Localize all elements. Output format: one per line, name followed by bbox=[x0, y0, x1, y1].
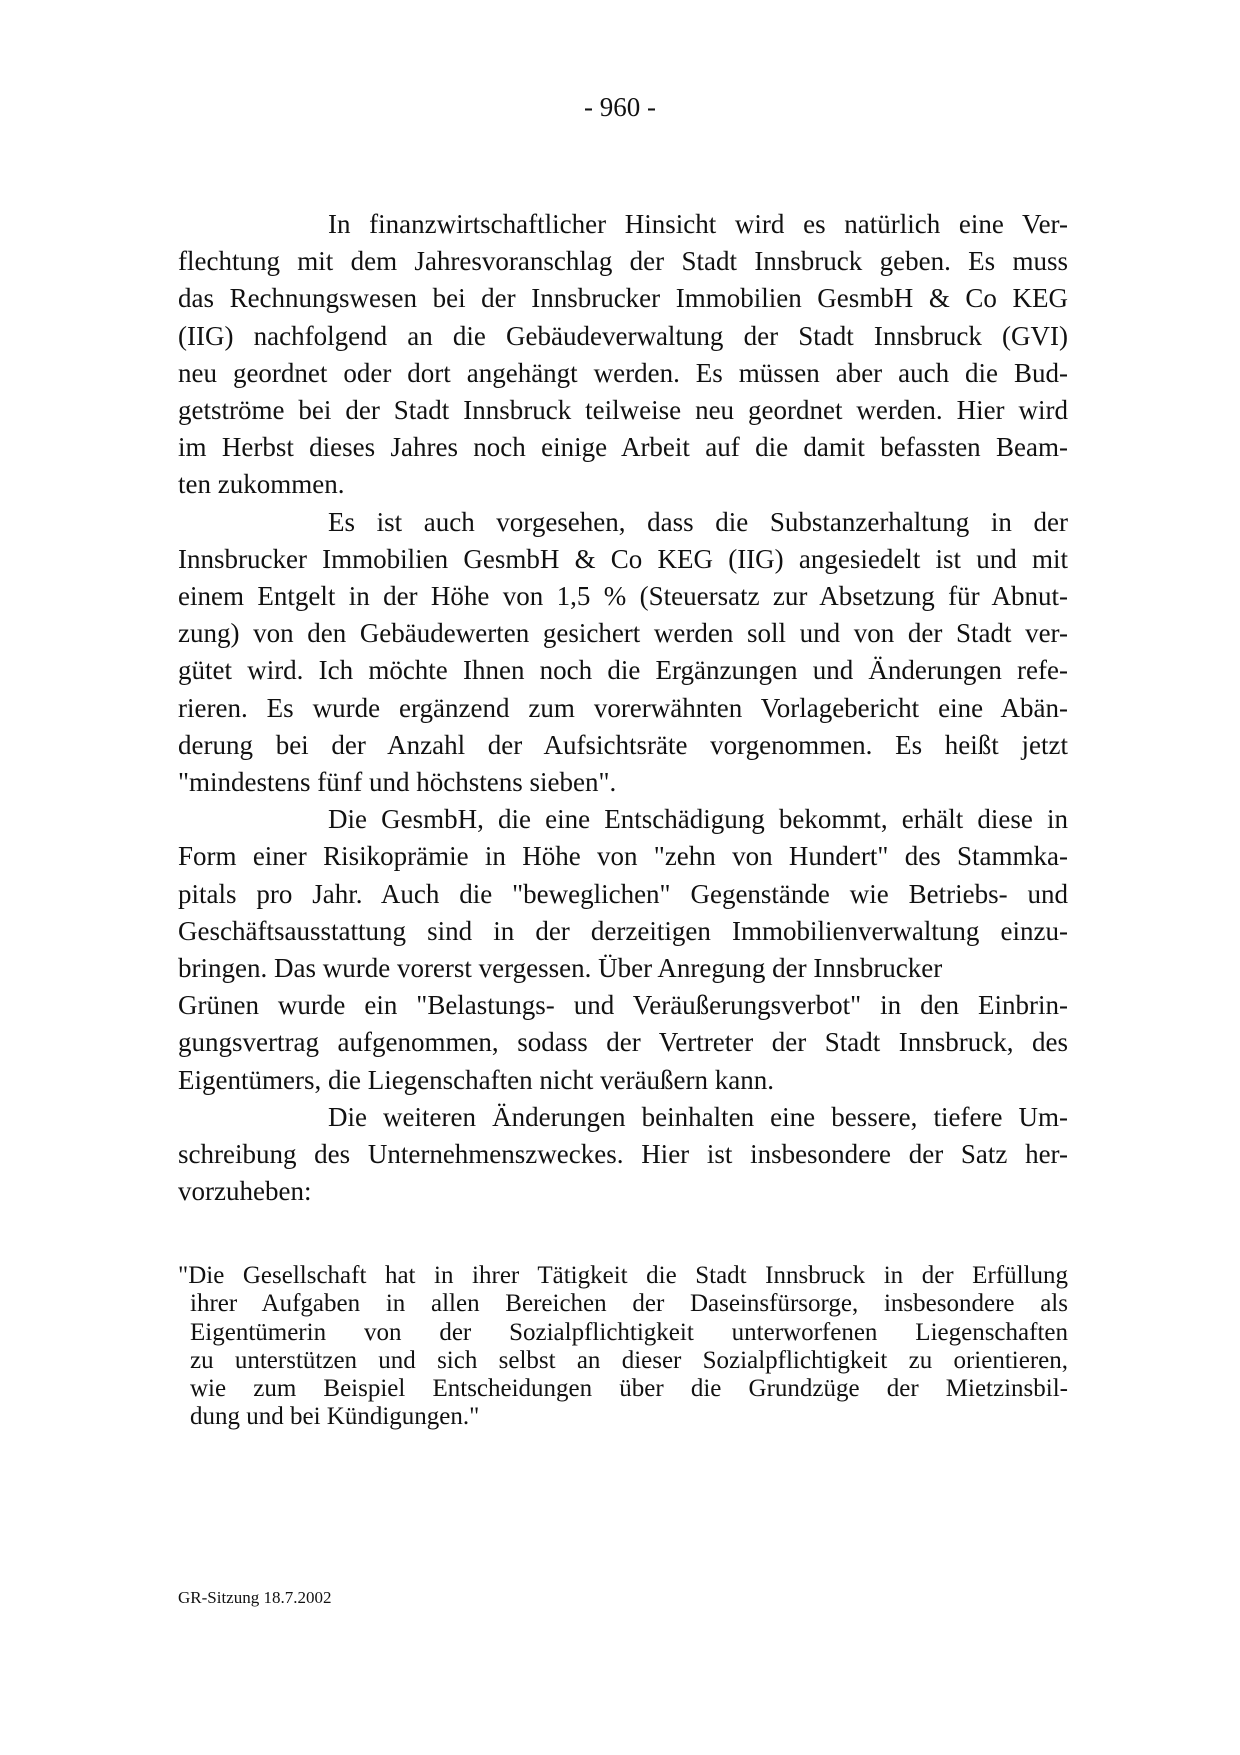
text-line: In finanzwirtschaftlicher Hinsicht wird es natürlich eine Ver- bbox=[328, 209, 1068, 239]
quote-line: dung und bei Kündigungen." bbox=[190, 1403, 480, 1431]
document-body bbox=[178, 206, 1068, 1210]
text-line: derung bei der Anzahl der Aufsichtsräte vorgenommen. Es heißt jetzt bbox=[178, 729, 1068, 760]
text-line: einem Entgelt in der Höhe von 1,5 % (Steuersatz zur Absetzung für Abnut- bbox=[178, 581, 1068, 612]
text-line: neu geordnet oder dort angehängt werden. Es müssen aber auch die Bud- bbox=[178, 357, 1068, 388]
text-line: Die GesmbH, die eine Entschädigung bekommt, erhält diese in bbox=[328, 804, 1068, 835]
text-line: Geschäftsausstattung sind in der derzeitigen Immobilienverwaltung einzu- bbox=[178, 915, 1068, 946]
text-line: schreibung des Unternehmenszweckes. Hier ist insbesondere der Satz her- bbox=[178, 1139, 1068, 1170]
text-line: Innsbrucker Immobilien GesmbH & Co KEG (IIG) angesiedelt ist und mit bbox=[178, 543, 1068, 574]
text-line: Form einer Risikoprämie in Höhe von "zehn von Hundert" des Stammka- bbox=[178, 841, 1068, 872]
text-line: gütet wird. Ich möchte Ihnen noch die Ergänzungen und Änderungen refe- bbox=[178, 655, 1068, 686]
text-line: "mindestens fünf und höchstens sieben". bbox=[178, 767, 617, 798]
text-line: im Herbst dieses Jahres noch einige Arbeit auf die damit befassten Beam- bbox=[178, 432, 1068, 463]
text-line: Es ist auch vorgesehen, dass die Substanzerhaltung in der bbox=[328, 506, 1068, 537]
text-line: das Rechnungswesen bei der Innsbrucker Immobilien GesmbH & Co KEG bbox=[178, 283, 1068, 314]
quote-line: wie zum Beispiel Entscheidungen über die Grundzüge der Mietzinsbil- bbox=[190, 1375, 1068, 1403]
text-line: flechtung mit dem Jahresvoranschlag der Stadt Innsbruck geben. Es muss bbox=[178, 246, 1068, 277]
text-line: getströme bei der Stadt Innsbruck teilweise neu geordnet werden. Hier wird bbox=[178, 395, 1068, 426]
text-line: Grünen wurde ein "Belastungs- und Veräußerungsverbot" in den Einbrin- bbox=[178, 990, 1068, 1021]
text-line: Die weiteren Änderungen beinhalten eine bessere, tiefere Um- bbox=[328, 1101, 1068, 1132]
quote-line: ihrer Aufgaben in allen Bereichen der Daseinsfürsorge, insbesondere als bbox=[190, 1290, 1068, 1318]
block-quote bbox=[178, 1262, 1068, 1432]
text-line: bringen. Das wurde vorerst vergessen. Über Anregung der Innsbrucker bbox=[178, 953, 943, 984]
text-line: rieren. Es wurde ergänzend zum vorerwähnten Vorlagebericht eine Abän- bbox=[178, 692, 1068, 723]
text-line: ten zukommen. bbox=[178, 469, 345, 500]
paragraph-2 bbox=[178, 504, 1068, 802]
quote-line: Eigentümerin von der Sozialpflichtigkeit unterworfenen Liegenschaften bbox=[190, 1318, 1068, 1346]
text-line: (IIG) nachfolgend an die Gebäudeverwaltung der Stadt Innsbruck (GVI) bbox=[178, 320, 1068, 351]
text-line: vorzuheben: bbox=[178, 1176, 312, 1207]
text-line: Eigentümers, die Liegenschaften nicht veräußern kann. bbox=[178, 1064, 775, 1095]
paragraph-3 bbox=[178, 801, 1068, 1099]
footer-session-date: GR-Sitzung 18.7.2002 bbox=[178, 1588, 332, 1607]
paragraph-1 bbox=[178, 206, 1068, 504]
quote-line: zu unterstützen und sich selbst an dieser Sozialpflichtigkeit zu orientieren, bbox=[190, 1346, 1068, 1374]
page-number: - 960 - bbox=[584, 92, 656, 122]
text-line: zung) von den Gebäudewerten gesichert werden soll und von der Stadt ver- bbox=[178, 618, 1068, 649]
text-line: gungsvertrag aufgenommen, sodass der Vertreter der Stadt Innsbruck, des bbox=[178, 1027, 1068, 1058]
paragraph-4 bbox=[178, 1099, 1068, 1211]
quote-line: "Die Gesellschaft hat in ihrer Tätigkeit die Stadt Innsbruck in der Erfüllung bbox=[178, 1262, 1068, 1289]
text-line: pitals pro Jahr. Auch die "beweglichen" Gegenstände wie Betriebs- und bbox=[178, 878, 1068, 909]
